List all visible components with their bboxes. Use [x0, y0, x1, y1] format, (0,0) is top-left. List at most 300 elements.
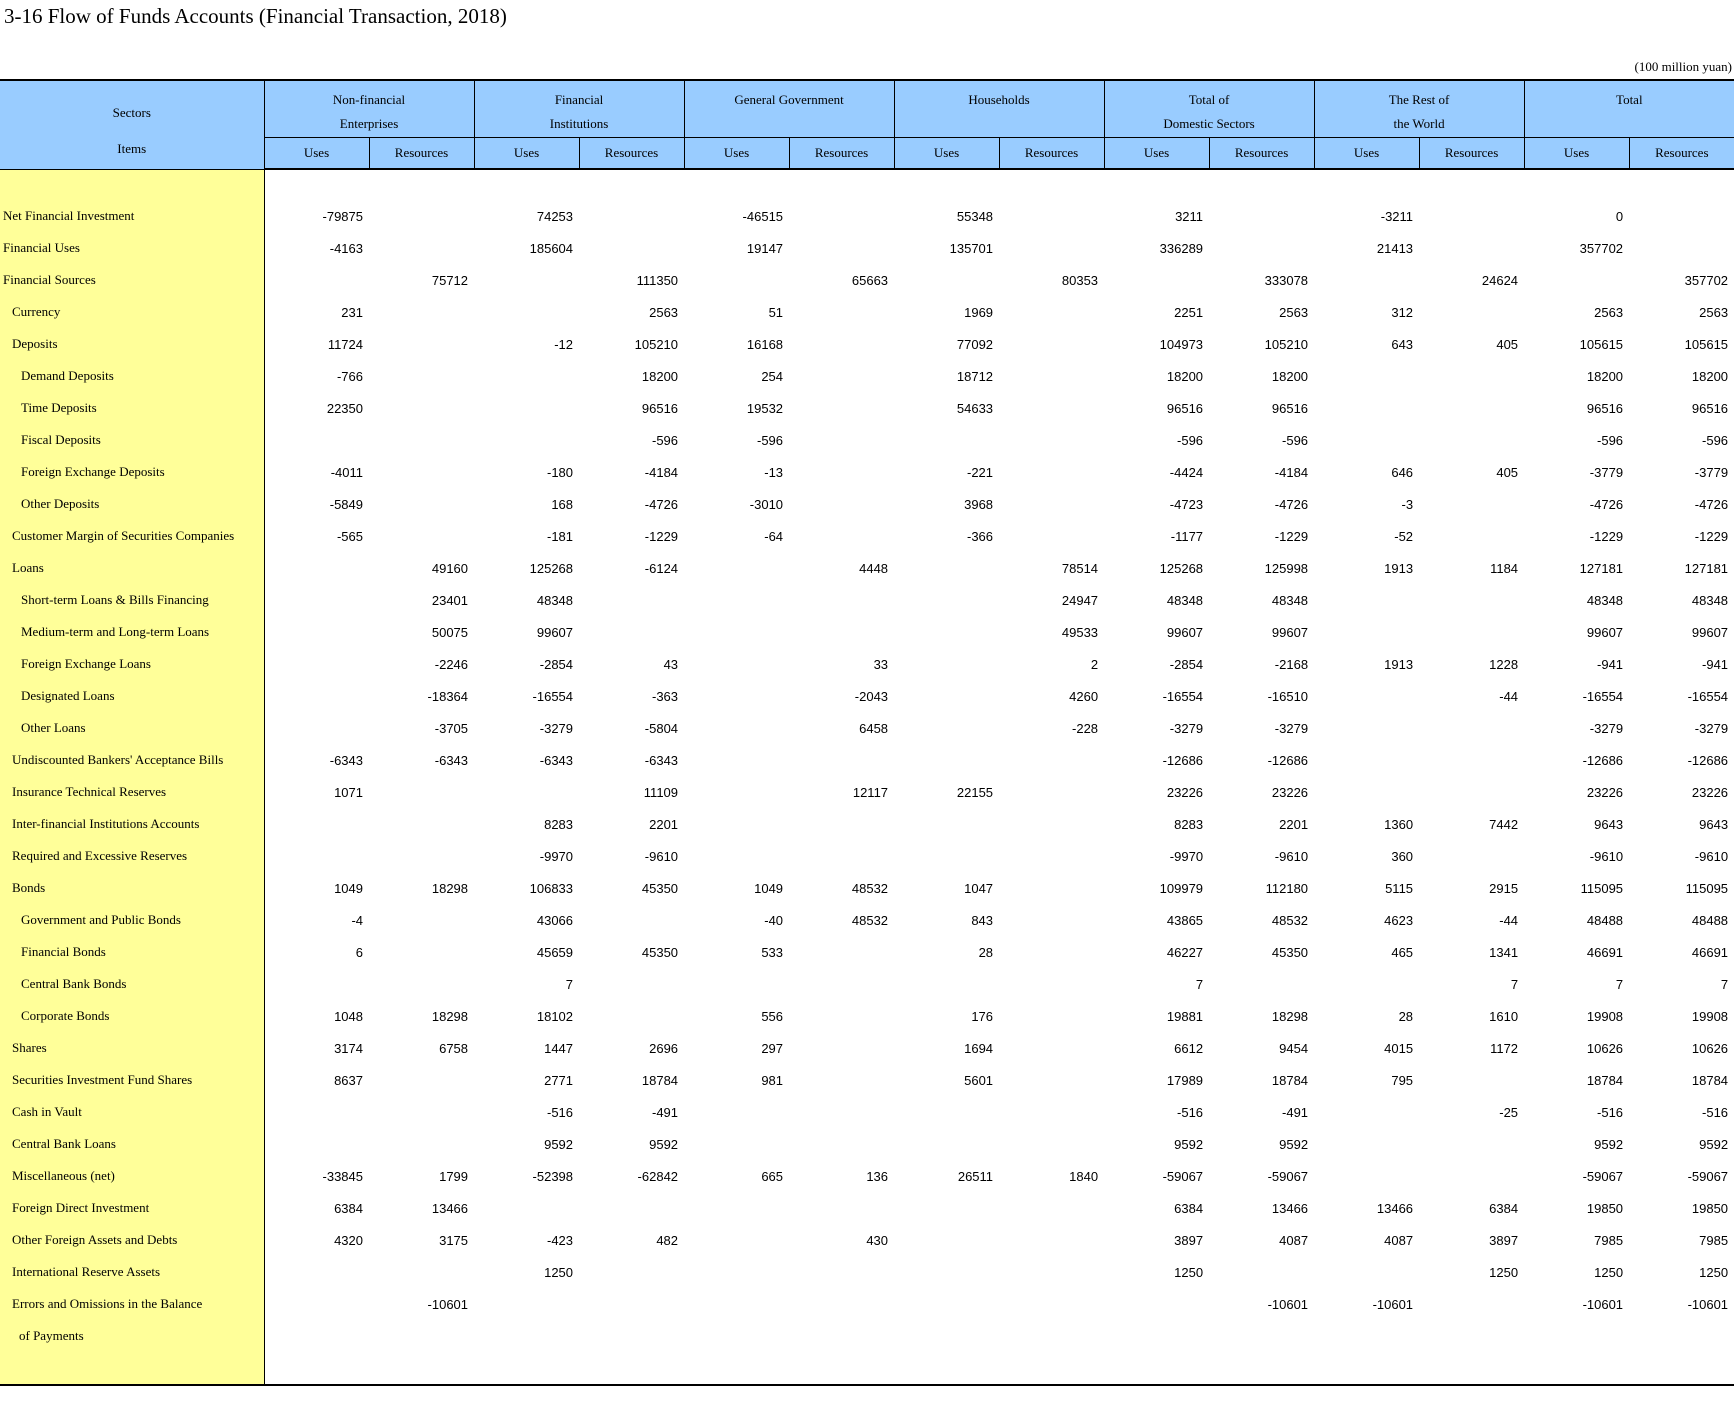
- uses-cell: 46691: [1586, 944, 1624, 960]
- resources-cell: [789, 1192, 894, 1224]
- uses-cell: [684, 1096, 789, 1128]
- uses-cell: 19532: [746, 400, 784, 416]
- uses-cell: [894, 584, 999, 616]
- resources-cell: 6458: [859, 720, 889, 736]
- uses-cell: [264, 1128, 369, 1160]
- resources-cell: 9592: [1279, 1136, 1309, 1152]
- uses-cell: 51: [768, 304, 784, 320]
- uses-cell: -59067: [1162, 1168, 1204, 1184]
- uses-cell: 127181: [1579, 560, 1624, 576]
- resources-cell: [369, 1064, 474, 1096]
- resources-cell: 78514: [1061, 560, 1099, 576]
- resources-cell: 96516: [1271, 400, 1309, 416]
- uses-cell: [684, 648, 789, 680]
- resources-cell: 357702: [1684, 272, 1729, 288]
- resources-cell: 1610: [1489, 1008, 1519, 1024]
- uses-cell: 4623: [1384, 912, 1414, 928]
- resources-cell: [999, 872, 1104, 904]
- uses-cell: -4723: [1169, 496, 1204, 512]
- uses-cell: 168: [551, 496, 574, 512]
- resources-cell: [999, 1096, 1104, 1128]
- uses-cell: [684, 840, 789, 872]
- resources-cell: 6758: [439, 1040, 469, 1056]
- resources-cell: [999, 808, 1104, 840]
- uses-cell: -565: [336, 528, 363, 544]
- spacer-label-cell: [0, 1352, 264, 1385]
- resources-cell: -9610: [644, 848, 679, 864]
- resources-cell: [999, 232, 1104, 264]
- uses-cell: [264, 552, 369, 584]
- resources-cell: [1419, 296, 1524, 328]
- resources-cell: [579, 1256, 684, 1288]
- resources-cell: 18200: [1271, 368, 1309, 384]
- resources-cell: [1629, 232, 1734, 264]
- resources-cell: -10601: [1687, 1296, 1729, 1312]
- uses-cell: -4163: [329, 240, 363, 256]
- uses-cell: 665: [761, 1168, 784, 1184]
- group-label-line1: Total: [1616, 92, 1643, 107]
- resources-cell: [999, 1064, 1104, 1096]
- uses-cell: [474, 296, 579, 328]
- uses-cell: [474, 264, 579, 296]
- uses-cell: -366: [967, 528, 994, 544]
- uses-cell: -4: [351, 912, 363, 928]
- uses-cell: [684, 712, 789, 744]
- resources-cell: 18200: [641, 368, 679, 384]
- uses-cell: [264, 648, 369, 680]
- uses-cell: 9592: [544, 1136, 574, 1152]
- resources-cell: -1229: [1694, 528, 1729, 544]
- uses-cell: 18200: [1166, 368, 1204, 384]
- resources-cell: 13466: [431, 1200, 469, 1216]
- uses-cell: 48348: [1166, 592, 1204, 608]
- resources-cell: [1419, 776, 1524, 808]
- group-header-general-government: [684, 80, 894, 138]
- resources-cell: [999, 904, 1104, 936]
- resources-cell: 11109: [643, 784, 679, 800]
- resources-cell: [579, 968, 684, 1000]
- uses-cell: [1314, 1096, 1419, 1128]
- uses-cell: 843: [971, 912, 994, 928]
- uses-cell: [894, 648, 999, 680]
- resources-cell: -9610: [1274, 848, 1309, 864]
- uses-cell: 3174: [334, 1040, 363, 1056]
- resources-cell: [789, 488, 894, 520]
- table-row: [0, 1192, 1734, 1224]
- uses-cell: 1250: [544, 1264, 574, 1280]
- group-label-line1: Households: [968, 92, 1030, 107]
- table-row: [0, 1000, 1734, 1032]
- uses-cell: 115095: [1580, 880, 1624, 896]
- table-row: [0, 264, 1734, 296]
- uses-cell: 28: [978, 944, 994, 960]
- resources-cell: -9610: [1694, 848, 1729, 864]
- resources-cell: [789, 1032, 894, 1064]
- row-label: Deposits: [0, 328, 264, 360]
- resources-cell: 43: [663, 656, 679, 672]
- resources-cell: -6124: [644, 560, 679, 576]
- resources-cell: [789, 1064, 894, 1096]
- resources-cell: 7442: [1489, 816, 1519, 832]
- uses-cell: 1250: [1174, 1264, 1204, 1280]
- uses-cell: 7: [1615, 976, 1624, 992]
- uses-cell: -59067: [1582, 1168, 1624, 1184]
- resources-cell: 23226: [1271, 784, 1309, 800]
- uses-cell: 17989: [1166, 1072, 1204, 1088]
- uses-cell: [894, 424, 999, 456]
- resources-cell: [789, 360, 894, 392]
- uses-cell: [264, 808, 369, 840]
- resources-cell: 2201: [1279, 816, 1309, 832]
- row-label: Loans: [0, 552, 264, 584]
- resources-cell: 45350: [641, 944, 679, 960]
- resources-cell: 99607: [1691, 624, 1729, 640]
- uses-cell: -516: [546, 1104, 574, 1120]
- resources-cell: 45350: [1271, 944, 1309, 960]
- resources-cell: [789, 328, 894, 360]
- uses-cell: [684, 776, 789, 808]
- uses-cell: 1049: [334, 880, 363, 896]
- uses-cell: [684, 1288, 789, 1320]
- uses-cell: [474, 424, 579, 456]
- resources-cell: [369, 456, 474, 488]
- resources-cell: 1228: [1489, 656, 1519, 672]
- resources-cell: [369, 392, 474, 424]
- resources-cell: [999, 328, 1104, 360]
- table-row: [0, 552, 1734, 584]
- uses-cell: 5601: [964, 1072, 994, 1088]
- resources-cell: 24624: [1481, 272, 1519, 288]
- uses-cell: 795: [1391, 1072, 1414, 1088]
- resources-cell: [1419, 840, 1524, 872]
- resources-cell: 105615: [1684, 336, 1729, 352]
- uses-cell: [264, 1288, 369, 1320]
- row-label: Time Deposits: [0, 392, 264, 424]
- resources-cell: 7: [1510, 976, 1519, 992]
- resources-cell: [999, 520, 1104, 552]
- resources-cell: [789, 1288, 894, 1320]
- uses-cell: -9970: [539, 848, 574, 864]
- row-label: Undiscounted Bankers' Acceptance Bills: [0, 744, 264, 776]
- uses-cell: -3211: [1380, 208, 1414, 224]
- uses-cell: -1177: [1170, 528, 1204, 544]
- uses-cell: 8283: [544, 816, 574, 832]
- resources-cell: -59067: [1687, 1168, 1729, 1184]
- resources-cell: [789, 232, 894, 264]
- resources-cell: [1419, 1128, 1524, 1160]
- resources-cell: [789, 424, 894, 456]
- resources-cell: 2563: [1699, 304, 1729, 320]
- resources-cell: 3897: [1489, 1232, 1519, 1248]
- uses-cell: -4726: [1589, 496, 1624, 512]
- row-label: Foreign Exchange Deposits: [0, 456, 264, 488]
- resources-cell: 9454: [1279, 1040, 1309, 1056]
- resources-cell: -4726: [644, 496, 679, 512]
- resources-cell: [999, 1192, 1104, 1224]
- resources-cell: -16554: [1687, 688, 1729, 704]
- resources-cell: 105210: [634, 336, 679, 352]
- uses-cell: [474, 776, 579, 808]
- uses-cell: 1047: [964, 880, 994, 896]
- resources-cell: [789, 296, 894, 328]
- resources-cell: [369, 360, 474, 392]
- table-row: [0, 1256, 1734, 1288]
- uses-cell: 254: [761, 368, 784, 384]
- row-label: Inter-financial Institutions Accounts: [0, 808, 264, 840]
- resources-cell: 115095: [1685, 880, 1729, 896]
- uses-cell: [1314, 680, 1419, 712]
- row-label: Foreign Direct Investment: [0, 1192, 264, 1224]
- uses-cell: [894, 808, 999, 840]
- uses-cell: [264, 264, 369, 296]
- resources-cell: 96516: [1691, 400, 1729, 416]
- resources-cell: [789, 456, 894, 488]
- resources-cell: [999, 840, 1104, 872]
- uses-cell: [684, 680, 789, 712]
- row-label: Cash in Vault: [0, 1096, 264, 1128]
- table-row: [0, 1096, 1734, 1128]
- row-label: Other Foreign Assets and Debts: [0, 1224, 264, 1256]
- table-row: [0, 392, 1734, 424]
- resources-cell: [789, 1256, 894, 1288]
- resources-cell: [789, 392, 894, 424]
- uses-cell: 9592: [1174, 1136, 1204, 1152]
- resources-cell: -18364: [427, 688, 469, 704]
- uses-cell: 1913: [1384, 656, 1414, 672]
- uses-cell: [684, 552, 789, 584]
- row-label: Government and Public Bonds: [0, 904, 264, 936]
- resources-cell: 23226: [1691, 784, 1729, 800]
- uses-cell: [264, 616, 369, 648]
- uses-cell: 1969: [964, 304, 994, 320]
- resources-header: Resources: [1209, 138, 1314, 170]
- table-row: [0, 488, 1734, 520]
- resources-cell: [579, 1288, 684, 1320]
- resources-cell: [999, 1128, 1104, 1160]
- resources-cell: [369, 904, 474, 936]
- uses-cell: -9610: [1589, 848, 1624, 864]
- resources-cell: -596: [652, 432, 679, 448]
- uses-cell: [474, 360, 579, 392]
- uses-cell: [684, 616, 789, 648]
- resources-cell: [579, 200, 684, 232]
- resources-cell: 50075: [431, 624, 469, 640]
- table-row: [0, 520, 1734, 552]
- resources-cell: [999, 776, 1104, 808]
- uses-cell: [894, 968, 999, 1000]
- uses-cell: [1314, 968, 1419, 1000]
- resources-cell: -2246: [434, 656, 469, 672]
- uses-cell: 643: [1391, 336, 1414, 352]
- uses-header: Uses: [1314, 138, 1419, 170]
- table-row: [0, 1032, 1734, 1064]
- uses-cell: 18784: [1586, 1072, 1624, 1088]
- resources-cell: [369, 1128, 474, 1160]
- resources-header: Resources: [1629, 138, 1734, 170]
- resources-cell: [369, 776, 474, 808]
- resources-cell: -2168: [1274, 656, 1309, 672]
- uses-cell: 74253: [536, 208, 574, 224]
- uses-cell: [894, 744, 999, 776]
- resources-cell: [579, 1192, 684, 1224]
- resources-cell: [1419, 232, 1524, 264]
- uses-cell: [264, 1256, 369, 1288]
- resources-cell: [369, 232, 474, 264]
- table-row: [0, 616, 1734, 648]
- resources-cell: [369, 424, 474, 456]
- resources-cell: 2201: [649, 816, 679, 832]
- items-label: Items: [117, 141, 147, 156]
- uses-cell: 13466: [1376, 1200, 1414, 1216]
- resources-header: Resources: [579, 138, 684, 170]
- uses-cell: [894, 616, 999, 648]
- uses-cell: -2854: [1169, 656, 1204, 672]
- resources-cell: [789, 1128, 894, 1160]
- uses-cell: 1049: [754, 880, 784, 896]
- uses-cell: 4320: [334, 1232, 363, 1248]
- uses-cell: 3968: [964, 496, 994, 512]
- table-row: [0, 232, 1734, 264]
- group-label-line1: Financial: [554, 92, 604, 107]
- table-row: [0, 744, 1734, 776]
- uses-cell: [894, 1256, 999, 1288]
- resources-cell: 112180: [1265, 880, 1309, 896]
- resources-cell: [1419, 584, 1524, 616]
- resources-cell: 430: [866, 1232, 889, 1248]
- uses-cell: [264, 584, 369, 616]
- uses-cell: 0: [1615, 208, 1624, 224]
- uses-cell: 48348: [536, 592, 574, 608]
- resources-cell: 405: [1496, 464, 1519, 480]
- resources-cell: -16510: [1267, 688, 1309, 704]
- uses-cell: -13: [764, 464, 784, 480]
- uses-cell: 28: [1398, 1008, 1414, 1024]
- uses-cell: [1314, 744, 1419, 776]
- row-label: Customer Margin of Securities Companies: [0, 520, 264, 552]
- resources-cell: [1419, 424, 1524, 456]
- table-body: [0, 169, 1734, 1385]
- uses-cell: [894, 264, 999, 296]
- group-label-line1: Non-financial: [332, 92, 406, 107]
- resources-cell: 18298: [1271, 1008, 1309, 1024]
- table-row: [0, 1064, 1734, 1096]
- uses-cell: 22155: [956, 784, 994, 800]
- resources-cell: 1840: [1069, 1168, 1099, 1184]
- resources-cell: -12686: [1267, 752, 1309, 768]
- table-row: [0, 808, 1734, 840]
- uses-cell: 231: [341, 304, 363, 320]
- table-row: [0, 424, 1734, 456]
- group-label-line2: Institutions: [549, 116, 609, 131]
- uses-cell: 1048: [334, 1008, 363, 1024]
- resources-cell: 333078: [1264, 272, 1309, 288]
- uses-cell: [474, 1288, 579, 1320]
- resources-cell: [369, 1096, 474, 1128]
- resources-cell: [1419, 1288, 1524, 1320]
- uses-cell: 19850: [1586, 1200, 1624, 1216]
- uses-cell: 43066: [536, 912, 574, 928]
- table-row: [0, 456, 1734, 488]
- uses-cell: 2563: [1594, 304, 1624, 320]
- table-row: [0, 1160, 1734, 1192]
- resources-cell: 48348: [1271, 592, 1309, 608]
- uses-cell: [684, 1128, 789, 1160]
- uses-cell: [684, 808, 789, 840]
- resources-cell: 19850: [1691, 1200, 1729, 1216]
- resources-cell: [789, 1000, 894, 1032]
- resources-cell: [999, 1224, 1104, 1256]
- row-label: Required and Excessive Reserves: [0, 840, 264, 872]
- uses-header: Uses: [1104, 138, 1209, 170]
- uses-cell: [894, 1288, 999, 1320]
- resources-cell: [789, 840, 894, 872]
- uses-cell: [684, 1256, 789, 1288]
- uses-cell: 185604: [529, 240, 574, 256]
- row-label: International Reserve Assets: [0, 1256, 264, 1288]
- uses-cell: [1104, 1288, 1209, 1320]
- table-row: [0, 584, 1734, 616]
- resources-cell: [369, 328, 474, 360]
- uses-cell: 26511: [957, 1168, 994, 1184]
- row-label: Demand Deposits: [0, 360, 264, 392]
- uses-cell: 4015: [1384, 1040, 1414, 1056]
- group-label-line1: Total of: [1188, 92, 1230, 107]
- table-row-continuation: [0, 1320, 1734, 1352]
- resources-cell: 46691: [1691, 944, 1729, 960]
- uses-cell: [894, 840, 999, 872]
- uses-cell: [474, 392, 579, 424]
- resources-cell: -6343: [644, 752, 679, 768]
- uses-cell: 54633: [956, 400, 994, 416]
- uses-cell: [684, 744, 789, 776]
- uses-cell: [894, 1192, 999, 1224]
- resources-cell: [789, 584, 894, 616]
- row-label-continuation: of Payments: [0, 1320, 264, 1352]
- uses-cell: 45659: [536, 944, 574, 960]
- uses-cell: 646: [1391, 464, 1414, 480]
- resources-cell: 99607: [1271, 624, 1309, 640]
- uses-cell: 135701: [949, 240, 994, 256]
- uses-cell: 19908: [1586, 1008, 1624, 1024]
- resources-cell: [999, 360, 1104, 392]
- resources-cell: -3779: [1694, 464, 1729, 480]
- uses-cell: 125268: [529, 560, 574, 576]
- resources-cell: [999, 456, 1104, 488]
- resources-cell: -3705: [434, 720, 469, 736]
- resources-cell: 4260: [1069, 688, 1099, 704]
- resources-cell: 2915: [1489, 880, 1519, 896]
- resources-cell: [579, 904, 684, 936]
- spacer-row-bottom: [0, 1352, 1734, 1385]
- uses-cell: 8637: [334, 1072, 363, 1088]
- resources-header: Resources: [369, 138, 474, 170]
- resources-cell: -228: [1072, 720, 1099, 736]
- uses-cell: 106833: [529, 880, 574, 896]
- table-row: [0, 968, 1734, 1000]
- resources-cell: -596: [1702, 432, 1729, 448]
- page-title: 3-16 Flow of Funds Accounts (Financial Transaction, 2018): [4, 4, 507, 28]
- uses-cell: 6384: [334, 1200, 363, 1216]
- uses-cell: [1314, 424, 1419, 456]
- resources-cell: 18784: [1271, 1072, 1309, 1088]
- group-header-non-financial-enterprises: [264, 80, 474, 138]
- uses-cell: 48348: [1586, 592, 1624, 608]
- resources-cell: 48532: [851, 912, 889, 928]
- resources-cell: -59067: [1267, 1168, 1309, 1184]
- resources-cell: [369, 840, 474, 872]
- uses-cell: 104973: [1159, 336, 1204, 352]
- resources-cell: -10601: [1267, 1296, 1309, 1312]
